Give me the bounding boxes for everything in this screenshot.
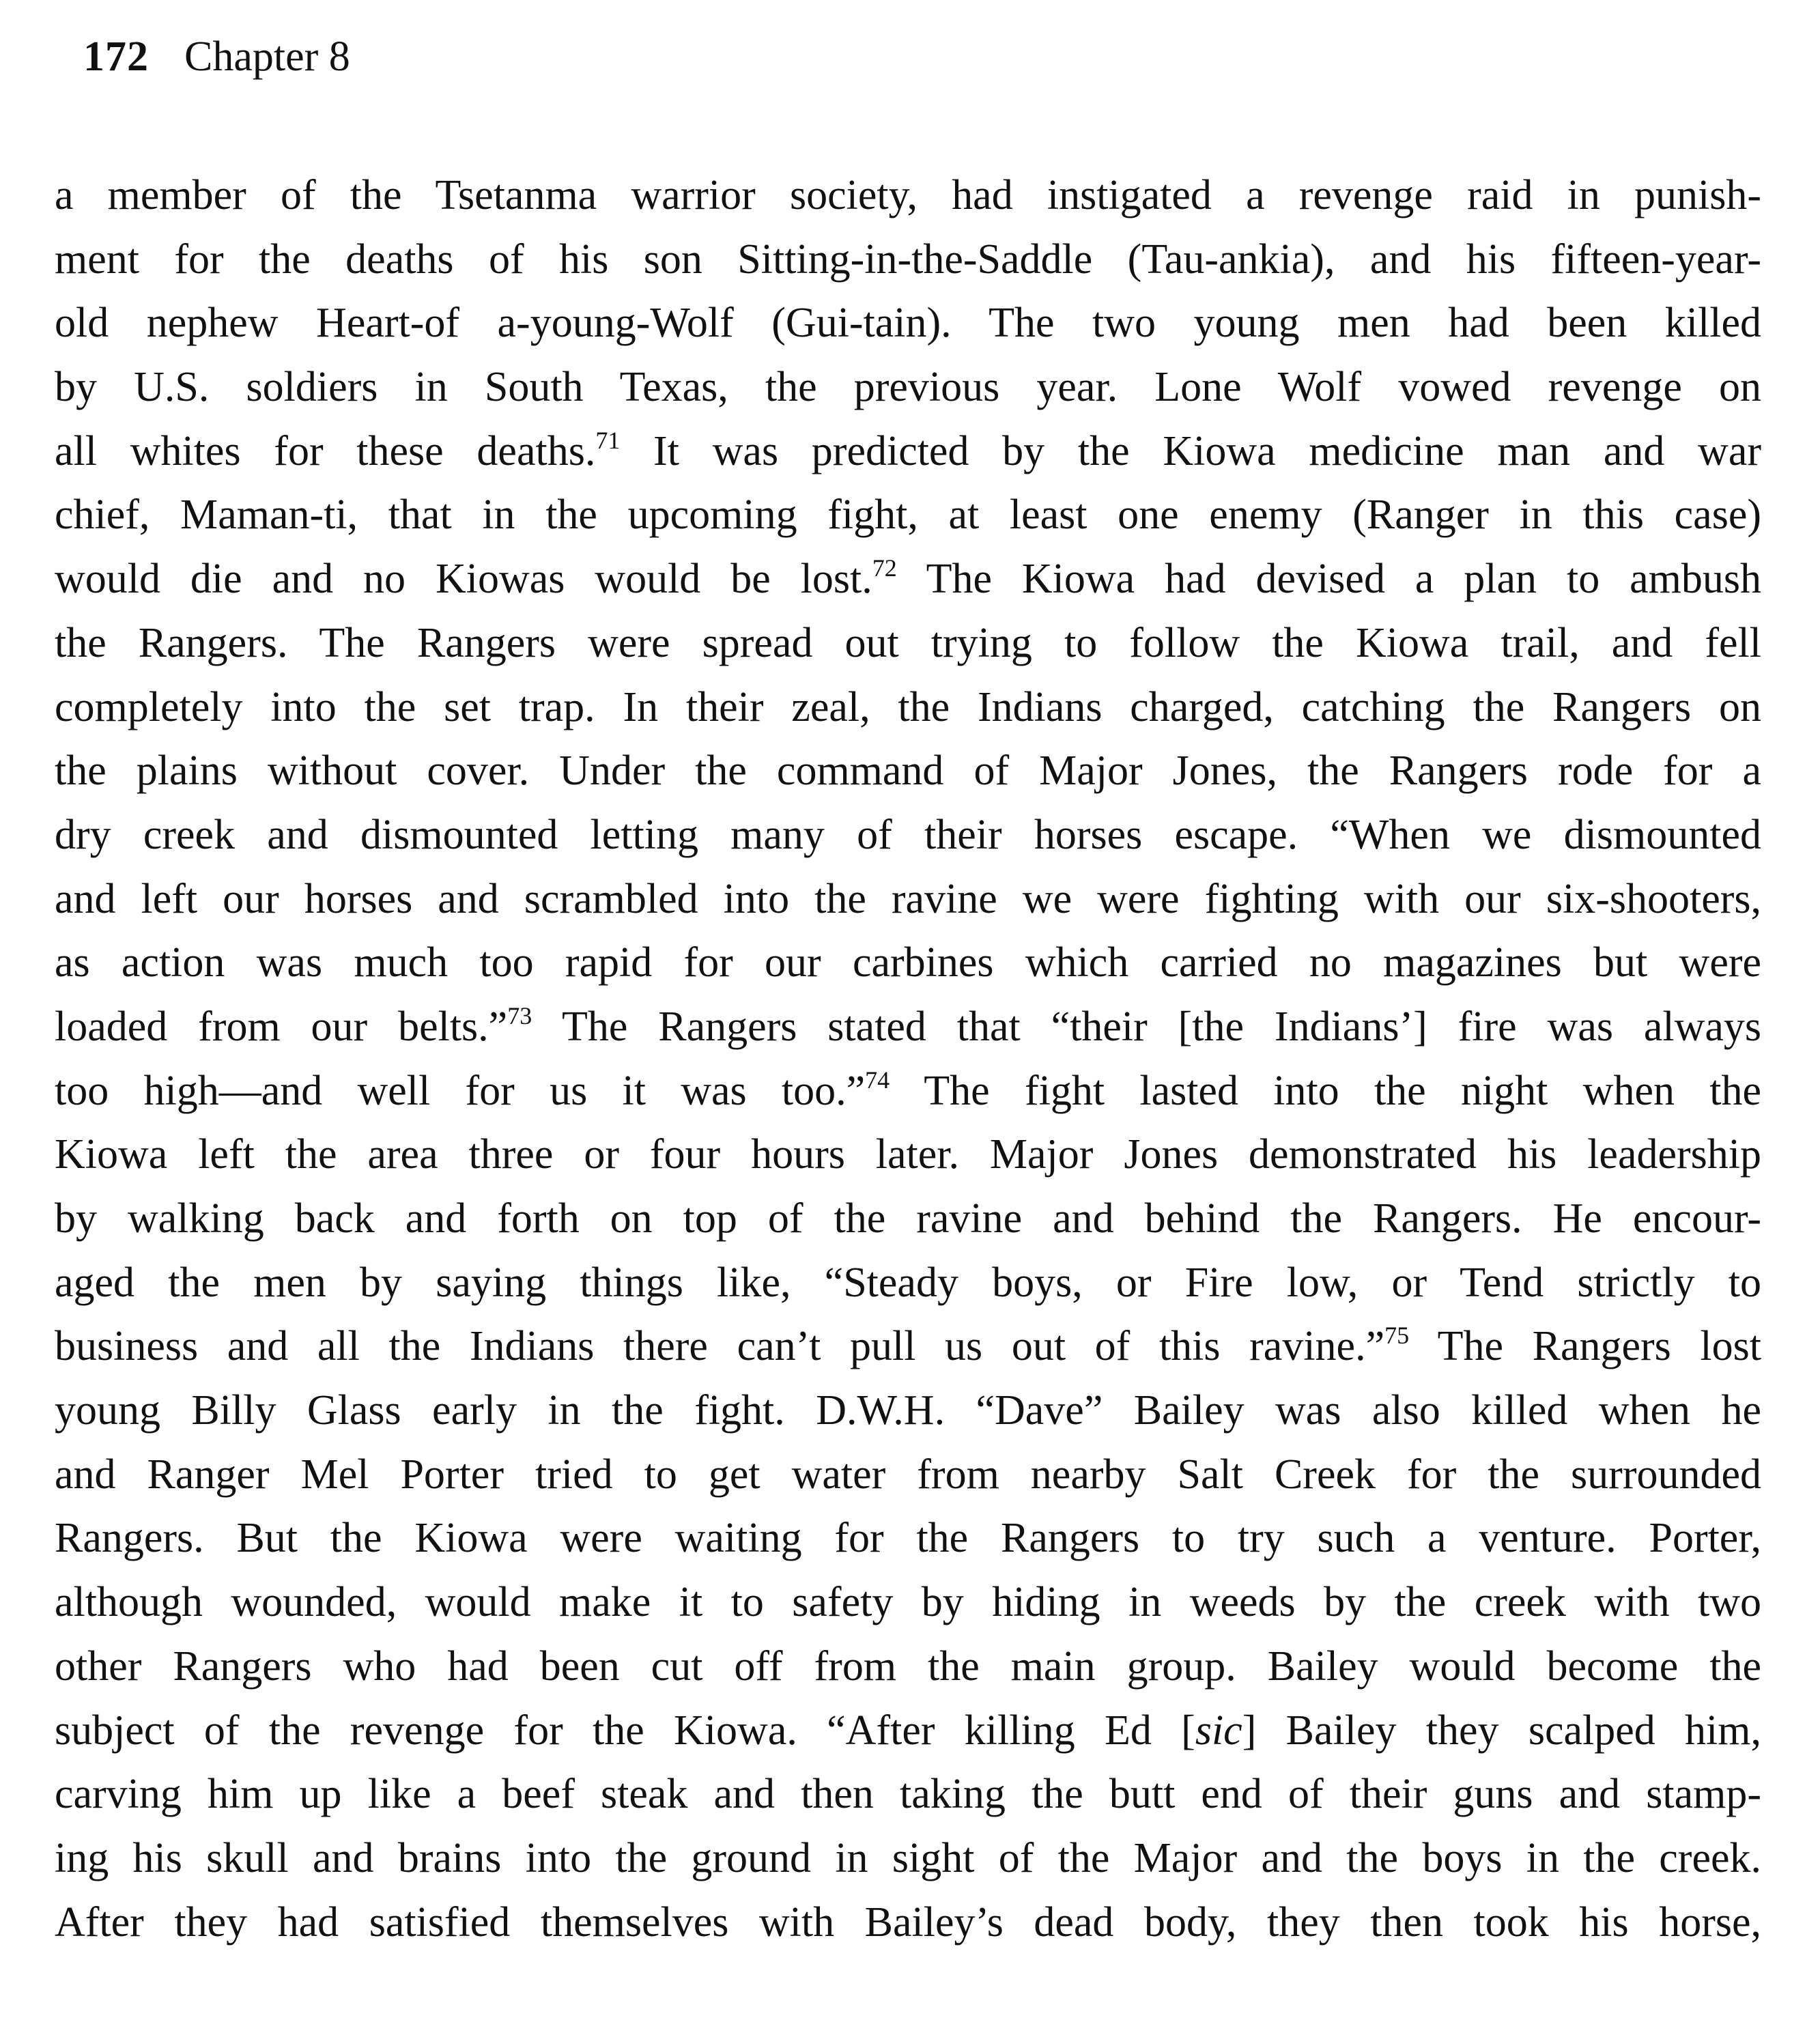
text-line: dry creek and dismounted letting many of their horses escape. “When we dismounted — [55, 811, 1761, 858]
footnote-ref[interactable]: 71 — [595, 426, 621, 454]
text-line: ing his skull and brains into the ground in sight of the Major and the boys in the creek. — [55, 1834, 1761, 1881]
text-line: the Rangers. The Rangers were spread out trying to follow the Kiowa trail, and fell — [55, 619, 1761, 666]
text-line: as action was much too rapid for our carbines which carried no magazines but were — [55, 939, 1761, 986]
text-line: carving him up like a beef steak and then taking the butt end of their guns and stamp- — [55, 1771, 1761, 1818]
text-line: ment for the deaths of his son Sitting-in-the-Saddle (Tau-ankia), and his fifteen-year- — [55, 236, 1761, 283]
text-line: young Billy Glass early in the fight. D.W.H. “Dave” Bailey was also killed when he — [55, 1387, 1761, 1434]
text-line: completely into the set trap. In their zeal, the Indians charged, catching the Rangers on — [55, 683, 1761, 730]
text-line: Kiowa left the area three or four hours later. Major Jones demonstrated his leadership — [55, 1131, 1761, 1178]
text-line: a member of the Tsetanma warrior society, had instigated a revenge raid in punish- — [55, 172, 1761, 218]
page-number: 172 — [83, 33, 149, 80]
text-line: aged the men by saying things like, “Steady boys, or Fire low, or Tend strictly to — [55, 1259, 1761, 1306]
text-line: and left our horses and scrambled into the ravine we were fighting with our six-shooters, — [55, 875, 1761, 922]
italic-sic: sic — [1195, 1707, 1242, 1754]
text-line: would die and no Kiowas would be lost.$^{72}$ The Kiowa had devised a plan to ambush — [55, 554, 1761, 603]
text-line: by U.S. soldiers in South Texas, the previous year. Lone Wolf vowed revenge on — [55, 364, 1761, 411]
text-line: business and all the Indians there can’t pull us out of this ravine.”$^{75}$ The Rangers lost — [55, 1322, 1761, 1370]
text-line: After they had satisfied themselves with Bailey’s dead body, they then took his horse, — [55, 1898, 1761, 1946]
text-line: the plains without cover. Under the command of Major Jones, the Rangers rode for a — [55, 748, 1761, 795]
text-line: old nephew Heart-of a-young-Wolf (Gui-tain). The two young men had been killed — [55, 300, 1761, 347]
running-head — [83, 26, 350, 87]
text-line: subject of the revenge for the Kiowa. “After killing Ed [sic] Bailey they scalped him, — [55, 1707, 1761, 1754]
text-line: loaded from our belts.”$^{73}$ The Rangers stated that “their [the Indians’] fire was always — [55, 1001, 1761, 1050]
text-line: although wounded, would make it to safety by hiding in weeds by the creek with two — [55, 1579, 1761, 1626]
footnote-ref[interactable]: 72 — [872, 554, 897, 582]
text-line: too high—and well for us it was too.”$^{74}$ The fight lasted into the night when the — [55, 1066, 1761, 1114]
footnote-ref[interactable]: 75 — [1384, 1322, 1410, 1350]
text-line: chief, Maman-ti, that in the upcoming fight, at least one enemy (Ranger in this case) — [55, 492, 1761, 539]
text-line: other Rangers who had been cut off from the main group. Bailey would become the — [55, 1642, 1761, 1690]
text-line: by walking back and forth on top of the ravine and behind the Rangers. He encour- — [55, 1195, 1761, 1242]
chapter-title: Chapter 8 — [184, 33, 350, 80]
body-paragraph — [55, 164, 1761, 1954]
text-line: all whites for these deaths.$^{71}$ It was predicted by the Kiowa medicine man and war — [55, 426, 1761, 474]
text-line: Rangers. But the Kiowa were waiting for the Rangers to try such a venture. Porter, — [55, 1515, 1761, 1562]
text-line: and Ranger Mel Porter tried to get water from nearby Salt Creek for the surrounded — [55, 1451, 1761, 1498]
footnote-ref[interactable]: 73 — [507, 1001, 532, 1029]
footnote-ref[interactable]: 74 — [865, 1066, 890, 1094]
